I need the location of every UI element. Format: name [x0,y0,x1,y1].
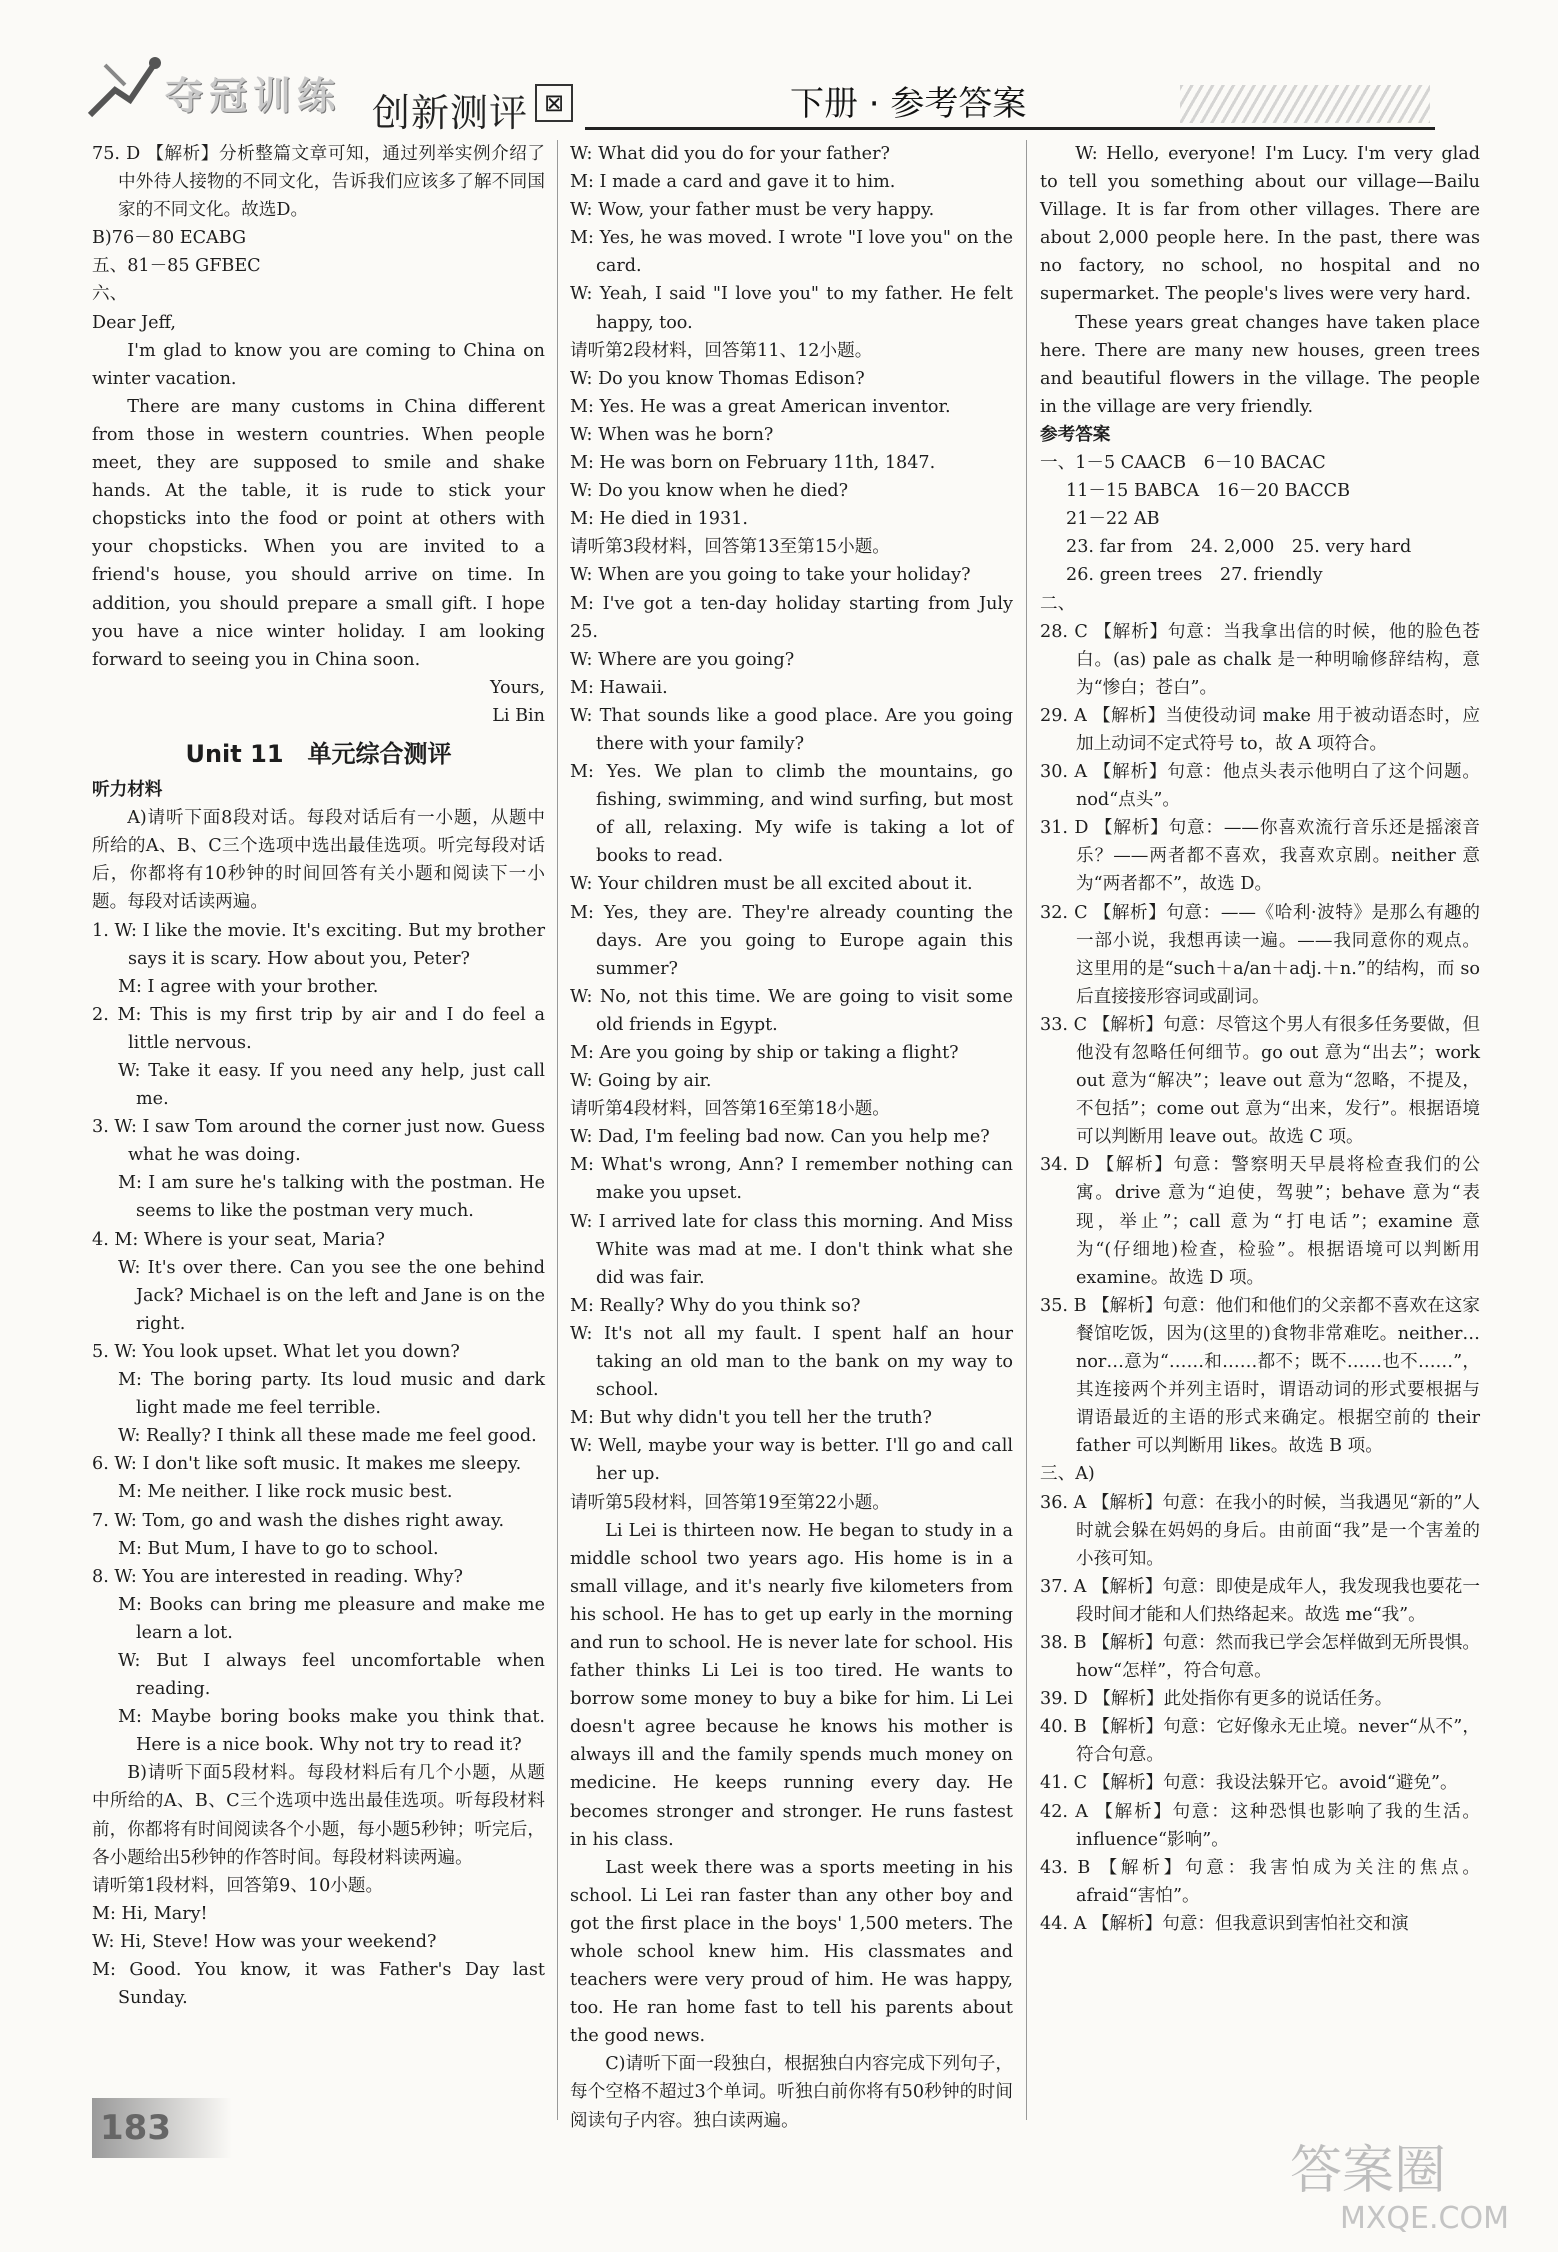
section-c-instructions: C)请听下面一段独白，根据独白内容完成下列句子，每个空格不超过3个单词。听独白前你将有50秒钟的时间阅读句子内容。独白读两遍。 [570,2054,1013,2131]
dialogue-line: M: I've got a ten-day holiday starting from July 25. [570,593,1013,642]
watermark-logo-icon [1280,2120,1550,2240]
answer-explanation: 41. C 【解析】句意：我设法躲开它。avoid“避免”。 [1040,1773,1458,1794]
answer-explanation: 40. B 【解析】句意：它好像永无止境。never“从不”，符合句意。 [1040,1717,1480,1766]
dialogue-line: W: Do you know Thomas Edison? [570,368,865,389]
section-b-instructions: B)请听下面5段材料。每段材料后有几个小题，从题中所给的A、B、C三个选项中选出最佳选项。听每段材料前，你都将有时间阅读各个小题，每小题5秒钟；听完后，各小题给出5秒钟的作答时间。每段材料读两遍。 [92,1763,545,1868]
answer-explanation: 34. D 【解析】句意：警察明天早晨将检查我们的公寓。drive 意为“迫使，驾驶”；behave 意为“表现，举止”；call 意为“打电话”；examine 意为“(仔细地)检查，检验”。根据语境可以判断用 examine。故选 D 项。 [1040,1155,1480,1288]
answer-explanation: 28. C 【解析】句意：当我拿出信的时候，他的脸色苍白。(as) pale as chalk 是一种明喻修辞结构，意为“惨白；苍白”。 [1040,621,1480,698]
dialogue-line: 2. M: This is my first trip by air and I do feel a little nervous. [92,1004,545,1053]
page-header [0,0,1558,135]
dialogue-line: W: Wow, your father must be very happy. [570,200,935,221]
material-intro: 请听第4段材料，回答第16至第18小题。 [570,1099,890,1120]
answer-81-85: 五、81－85 GFBEC [92,256,261,277]
dialogue-line: W: Going by air. [570,1071,712,1092]
dialogue-line: M: Are you going by ship or taking a flight? [570,1043,959,1063]
answer-explanation: 29. A 【解析】当使役动词 make 用于被动语态时，应加上动词不定式符号 to，故 A 项符合。 [1040,705,1480,754]
monologue-paragraph: W: Hello, everyone! I'm Lucy. I'm very glad to tell you something about our village—Bailu Village. It is far from other villages. There are about 2,000 people here. In the past, there was no factory, no school, no hospital and no supermarket. The people's lives were very hard. [1040,144,1480,305]
material-intro: 请听第3段材料，回答第13至第15小题。 [570,537,890,558]
dialogue-line: W: Yeah, I said "I love you" to my father. He felt happy, too. [570,284,1013,333]
dialogue-line: W: But I always feel uncomfortable when reading. [118,1650,545,1700]
book-title: 创新测评 [372,91,529,135]
series-logo [85,55,375,125]
answer-explanation: 44. A 【解析】句意：但我意识到害怕社交和演 [1040,1913,1409,1934]
answer-75: 75. D 【解析】分析整篇文章可知，通过列举实例介绍了中外待人接物的不同文化，告诉我们应该多了解不同国家的不同文化。故选D。 [92,144,545,221]
runner-logo-icon [85,55,170,125]
watermark-text: 答案圈 [1290,2141,1447,2201]
column-divider [1026,140,1027,2120]
answer-explanation: 36. A 【解析】句意：在我小的时候，当我遇见“新的”人时就会躲在妈妈的身后。由前面“我”是一个害羞的小孩可知。 [1040,1492,1480,1569]
column-2 [570,140,1013,2135]
answer-row: 11－15 BABCA 16－20 BACCB [1066,481,1351,502]
answer-explanation: 32. C 【解析】句意：——《哈利·波特》是那么有趣的一部小说，我想再读一遍。——我同意你的观点。这里用的是“such＋a/an＋adj.＋n.”的结构，而 so 后直接接形容词或副词。 [1040,902,1480,1007]
letter-paragraph: I'm glad to know you are coming to China on winter vacation. [92,340,545,389]
column-1 [92,140,545,2012]
monologue-paragraph: Li Lei is thirteen now. He began to study in a middle school two years ago. His home is in a small village, and it's nearly five kilometers from his school. He has to get up early in the morning and run to school. He is never late for school. His father thinks Li Lei is too tired. He wants to borrow some money to buy a bike for him. Li Lei doesn't agree because he knows his mother is always ill and the family spends much money on medicine. He keeps running every day. He becomes stronger and stronger. He runs fastest in his class. [570,1520,1014,1850]
listening-title: 听力材料 [92,780,163,801]
dialogue-line: M: But Mum, I have to go to school. [118,1538,439,1559]
section-six: 六、 [92,284,128,305]
dialogue-line: M: I made a card and gave it to him. [570,172,896,193]
dialogue-line: W: I arrived late for class this morning. And Miss White was mad at me. I don't think what she did was fair. [570,1211,1013,1288]
letter-paragraph: There are many customs in China different from those in western countries. When people meet, they are supposed to smile and shake hands. At the table, it is rude to stick your chopsticks into the food or point at others with your chopsticks. When you are invited to a friend's house, you should arrive on time. In addition, you should prepare a small gift. I hope you have a nice winter holiday. I am looking forward to seeing you in China soon. [92,396,545,670]
answer-row: 一、1－5 CAACB 6－10 BACAC [1040,453,1326,474]
dialogue-line: W: When are you going to take your holiday? [570,565,971,586]
dialogue-line: W: It's not all my fault. I spent half an hour taking an old man to the bank on my way to school. [570,1323,1013,1401]
answer-explanation: 33. C 【解析】句意：尽管这个男人有很多任务要做，但他没有忽略任何细节。go out 意为“出去”；work out 意为“解决”；leave out 意为“忽略，不提及，不包括”；come out 意为“出来，发行”。根据语境可以判断用 leave out。故选 C 项。 [1040,1014,1480,1148]
page-number: 183 [92,2098,232,2158]
dialogue-line: M: But why didn't you tell her the truth? [570,1408,932,1429]
dialogue-line: 4. M: Where is your seat, Maria? [92,1229,385,1250]
dialogue-line: W: Really? I think all these made me feel good. [118,1426,537,1447]
title-badge: ⊠ [535,84,573,122]
answer-explanation: 43. B 【解析】句意：我害怕成为关注的焦点。afraid“害怕”。 [1040,1857,1480,1906]
dialogue-line: W: Hi, Steve! How was your weekend? [92,1931,437,1952]
answer-row: 21－22 AB [1066,509,1160,530]
series-name: 夺冠训练 [165,74,342,118]
dialogue-line: M: Hi, Mary! [92,1903,208,1924]
answer-row: 26. green trees 27. friendly [1066,565,1323,586]
dialogue-line: W: Dad, I'm feeling bad now. Can you help me? [570,1127,990,1148]
dialogue-line: M: Yes, they are. They're already counting the days. Are you going to Europe again this summer? [570,902,1013,979]
dialogue-line: M: What's wrong, Ann? I remember nothing can make you upset. [570,1155,1013,1204]
material-intro: 请听第1段材料，回答第9、10小题。 [92,1875,384,1896]
dialogue-line: M: I agree with your brother. [118,976,379,997]
dialogue-line: W: Take it easy. If you need any help, just call me. [118,1061,545,1110]
dialogue-line: 6. W: I don't like soft music. It makes me sleepy. [92,1454,522,1475]
dialogue-line: M: Yes. He was a great American inventor. [570,396,951,417]
dialogue-line: W: No, not this time. We are going to visit some old friends in Egypt. [570,986,1013,1035]
answer-row: 23. far from 24. 2,000 25. very hard [1066,537,1412,558]
dialogue-line: 7. W: Tom, go and wash the dishes right away. [92,1510,505,1531]
letter-salutation: Dear Jeff, [92,312,176,333]
dialogue-line: W: Where are you going? [570,649,795,670]
dialogue-line: M: Maybe boring books make you think that. Here is a nice book. Why not try to read it? [118,1707,545,1756]
answer-explanation: 39. D 【解析】此处指你有更多的说话任务。 [1040,1689,1393,1710]
answer-explanation: 30. A 【解析】句意：他点头表示他明白了这个问题。nod“点头”。 [1040,762,1480,811]
dialogue-line: M: Good. You know, it was Father's Day last Sunday. [92,1960,545,2009]
dialogue-line: M: He died in 1931. [570,509,748,530]
dialogue-line: 3. W: I saw Tom around the corner just now. Guess what he was doing. [92,1117,545,1166]
answer-explanation: 37. A 【解析】句意：即使是成年人，我发现我也要花一段时间才能和人们热络起来。故选 me“我”。 [1040,1576,1480,1625]
answer-explanation: 38. B 【解析】句意：然而我已学会怎样做到无所畏惧。how“怎样”，符合句意。 [1040,1632,1480,1682]
dialogue-line: W: When was he born? [570,424,774,445]
dialogue-line: W: It's over there. Can you see the one behind Jack? Michael is on the left and Jane is on the right. [118,1257,545,1334]
dialogue-line: M: Really? Why do you think so? [570,1295,861,1316]
unit-title: Unit 11 单元综合测评 [185,739,452,768]
dialogue-line: M: Yes. We plan to climb the mountains, go fishing, swimming, and wind surfing, but most of all, relaxing. My wife is taking a lot of books to read. [570,762,1013,867]
header-decoration [1180,85,1430,123]
dialogue-line: W: Do you know when he died? [570,481,849,502]
answer-key-title: 参考答案 [1040,424,1111,445]
header-rule [585,127,1435,130]
dialogue-line: M: Books can bring me pleasure and make me learn a lot. [118,1594,545,1643]
letter-closing: Yours, [489,677,545,698]
column-divider [557,140,558,2120]
answer-explanation: 35. B 【解析】句意：他们和他们的父亲都不喜欢在这家餐馆吃饭，因为(这里的)食物非常难吃。neither…nor…意为“……和……都不；既不……也不……”，其连接两个并列主语时，谓语动词的形式要根据与谓语最近的主语的形式来确定。根据空前的 their father 可以判断用 likes。故选 B 项。 [1040,1295,1480,1457]
answer-explanation: 31. D 【解析】句意：——你喜欢流行音乐还是摇滚音乐？——两者都不喜欢，我喜欢京剧。neither 意为“两者都不”，故选 D。 [1040,818,1480,895]
dialogue-line: W: Your children must be all excited about it. [570,874,973,895]
dialogue-line: W: That sounds like a good place. Are you going there with your family? [570,705,1013,754]
section-three: 三、A) [1040,1464,1095,1485]
section-label: 下册 · 参考答案 [790,84,1027,124]
dialogue-line: M: The boring party. Its loud music and dark light made me feel terrible. [118,1370,545,1419]
monologue-paragraph: Last week there was a sports meeting in his school. Li Lei ran faster than any other boy and got the first place in the boys' 1,500 meters. The whole school knew him. His classmates and teachers were very proud of him. He was happy, too. He ran home fast to tell his parents about the good news. [570,1857,1013,2047]
monologue-paragraph: These years great changes have taken place here. There are many new houses, green trees and beautiful flowers in the village. The people in the village are very friendly. [1040,312,1480,417]
dialogue-line: M: I am sure he's talking with the postman. He seems to like the postman very much. [118,1173,545,1222]
material-intro: 请听第5段材料，回答第19至第22小题。 [570,1492,890,1513]
letter-signature: Li Bin [492,705,545,726]
dialogue-line: M: Yes, he was moved. I wrote "I love you" on the card. [570,228,1013,277]
column-3 [1040,140,1480,1938]
answer-76-80: B)76－80 ECABG [92,228,247,249]
watermark-url: MXQE.COM [1340,2201,1509,2236]
dialogue-line: 5. W: You look upset. What let you down? [92,1341,460,1362]
dialogue-line: W: Well, maybe your way is better. I'll go and call her up. [570,1436,1013,1485]
dialogue-line: M: He was born on February 11th, 1847. [570,453,936,474]
material-intro: 请听第2段材料，回答第11、12小题。 [570,340,873,361]
dialogue-line: 8. W: You are interested in reading. Why? [92,1566,463,1587]
section-a-instructions: A)请听下面8段对话。每段对话后有一小题，从题中所给的A、B、C三个选项中选出最佳选项。听完每段对话后，你都将有10秒钟的时间回答有关小题和阅读下一小题。每段对话读两遍。 [92,808,545,913]
answer-explanation: 42. A 【解析】句意：这种恐惧也影响了我的生活。influence“影响”。 [1040,1801,1480,1850]
dialogue-line: W: What did you do for your father? [570,144,890,164]
dialogue-line: M: Hawaii. [570,677,668,698]
dialogue-line: 1. W: I like the movie. It's exciting. But my brother says it is scary. How about you, Peter? [92,920,545,969]
section-two: 二、 [1040,593,1076,614]
dialogue-line: M: Me neither. I like rock music best. [118,1482,453,1503]
